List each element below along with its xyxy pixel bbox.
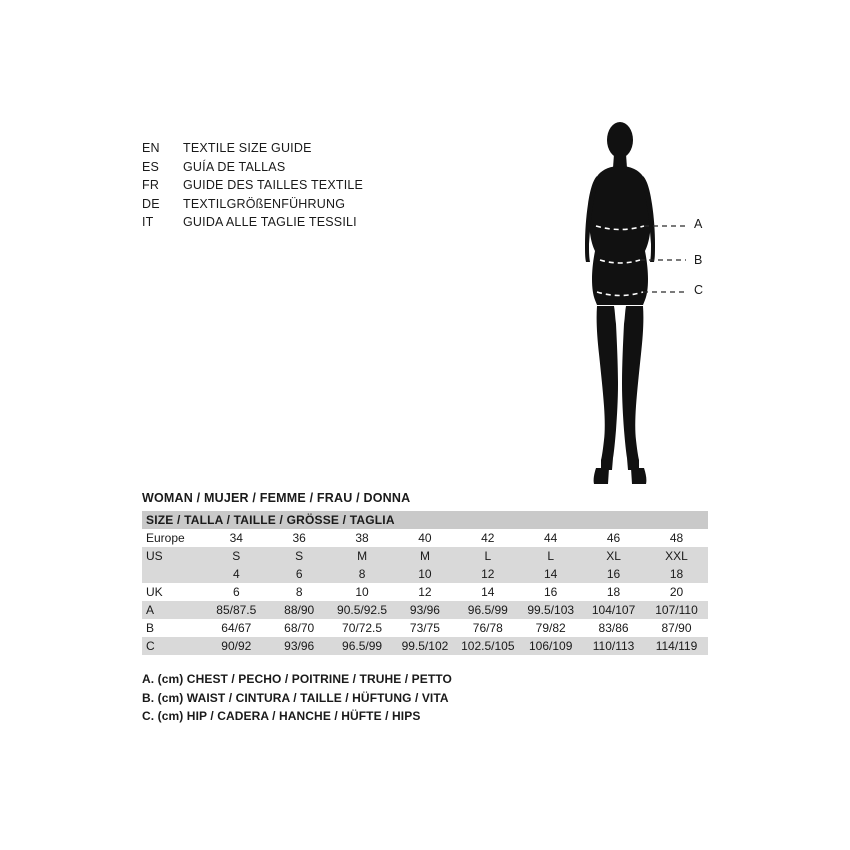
legend-language-code: DE [142,196,160,211]
table-cell: S [268,547,331,565]
table-cell: 68/70 [268,619,331,637]
table-cell: 76/78 [456,619,519,637]
table-cell: 96.5/99 [331,637,394,655]
size-table-block [142,491,708,655]
table-cell: 38 [331,529,394,547]
row-label: US [142,547,205,565]
table-cell: 16 [582,565,645,583]
table-cell: 8 [331,565,394,583]
table-cell: 114/119 [645,637,708,655]
table-cell: 10 [394,565,457,583]
table-cell: XL [582,547,645,565]
measurement-footnotes [142,670,562,726]
table-cell: 16 [519,583,582,601]
table-cell: 10 [331,583,394,601]
female-body-silhouette [540,118,730,498]
legend-language-code: EN [142,141,160,155]
table-cell: 90.5/92.5 [331,601,394,619]
table-row [142,619,708,637]
callout-label-b: B [694,253,703,267]
table-cell: 93/96 [268,637,331,655]
row-label: Europe [142,529,205,547]
table-cell: 36 [268,529,331,547]
table-cell: 70/72.5 [331,619,394,637]
row-label: UK [142,583,205,601]
table-cell: 14 [456,583,519,601]
legend-language-text: GUIDA ALLE TAGLIE TESSILI [183,215,357,229]
table-cell: 110/113 [582,637,645,655]
table-cell: 64/67 [205,619,268,637]
table-cell: 106/109 [519,637,582,655]
table-cell: XXL [645,547,708,565]
row-label: C [142,637,205,655]
table-cell: 42 [456,529,519,547]
table-cell: 48 [645,529,708,547]
table-row [142,601,708,619]
table-row [142,547,708,565]
table-cell: 85/87.5 [205,601,268,619]
legend-row [142,213,472,232]
language-legend [142,139,472,232]
table-cell: 40 [394,529,457,547]
table-cell: 6 [268,565,331,583]
table-cell: 18 [645,565,708,583]
table-cell: 79/82 [519,619,582,637]
legend-row [142,195,472,214]
table-cell: S [205,547,268,565]
callout-label-c: C [694,283,704,297]
table-header-label: SIZE / TALLA / TAILLE / GRÖSSE / TAGLIA [142,511,708,529]
table-cell: 73/75 [394,619,457,637]
table-cell: 96.5/99 [456,601,519,619]
table-row [142,529,708,547]
table-cell: 107/110 [645,601,708,619]
table-caption: WOMAN / MUJER / FEMME / FRAU / DONNA [142,491,411,505]
table-cell: 34 [205,529,268,547]
footnote-waist: B. (cm) WAIST / CINTURA / TAILLE / HÜFTUNG / VITA [142,690,449,705]
table-cell: 18 [582,583,645,601]
table-cell: 20 [645,583,708,601]
footnote-chest: A. (cm) CHEST / PECHO / POITRINE / TRUHE / PETTO [142,672,452,686]
row-label: B [142,619,205,637]
table-cell: 12 [394,583,457,601]
table-cell: 88/90 [268,601,331,619]
table-cell: 87/90 [645,619,708,637]
footnote-hip: C. (cm) HIP / CADERA / HANCHE / HÜFTE / HIPS [142,709,421,723]
table-cell: M [331,547,394,565]
size-table [142,511,708,655]
legend-language-text: GUIDE DES TAILLES TEXTILE [183,178,364,192]
table-cell: L [456,547,519,565]
legend-language-text: GUÍA DE TALLAS [183,159,286,174]
table-cell: 8 [268,583,331,601]
table-header-row [142,511,708,529]
table-cell: 12 [456,565,519,583]
table-row [142,583,708,601]
legend-language-text: TEXTILE SIZE GUIDE [183,141,312,155]
table-row [142,637,708,655]
table-row [142,565,708,583]
table-cell: 93/96 [394,601,457,619]
table-cell: 99.5/103 [519,601,582,619]
table-cell: 46 [582,529,645,547]
table-cell: 99.5/102 [394,637,457,655]
table-cell: 44 [519,529,582,547]
table-cell: 4 [205,565,268,583]
table-cell: 6 [205,583,268,601]
table-cell: 14 [519,565,582,583]
table-cell: M [394,547,457,565]
row-label [142,565,205,583]
legend-language-text: TEXTILGRÖßENFÜHRUNG [183,196,346,211]
table-cell: 104/107 [582,601,645,619]
legend-language-code: ES [142,159,160,174]
legend-row [142,158,472,177]
legend-row [142,139,472,158]
table-cell: 102.5/105 [456,637,519,655]
legend-language-code: IT [142,215,154,229]
table-cell: 83/86 [582,619,645,637]
table-cell: L [519,547,582,565]
legend-row [142,176,472,195]
callout-label-a: A [694,217,703,231]
row-label: A [142,601,205,619]
legend-language-code: FR [142,178,160,192]
table-cell: 90/92 [205,637,268,655]
